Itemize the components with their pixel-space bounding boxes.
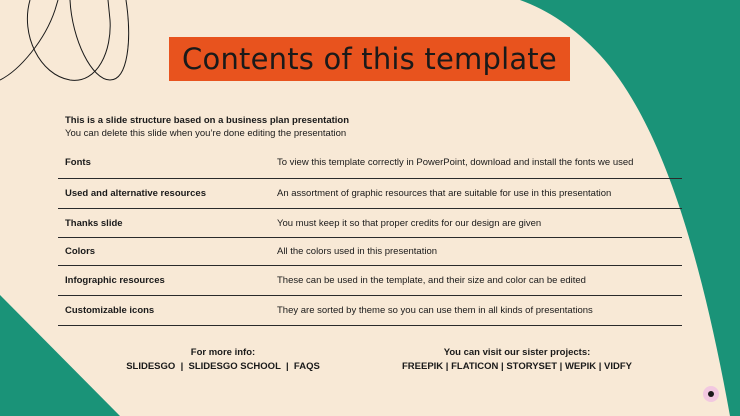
table-row bbox=[58, 238, 682, 266]
footer-right-title: You can visit our sister projects: bbox=[443, 347, 591, 358]
table-row bbox=[58, 147, 682, 179]
line-loops-decoration bbox=[0, 0, 129, 80]
row-label: Used and alternative resources bbox=[65, 188, 206, 199]
intro-line-1: This is a slide structure based on a business plan presentation bbox=[65, 115, 350, 126]
row-label: Fonts bbox=[65, 157, 91, 168]
table-row bbox=[58, 266, 682, 296]
row-label: Thanks slide bbox=[65, 217, 123, 229]
black-dot-icon bbox=[708, 391, 714, 397]
row-label: Infographic resources bbox=[65, 275, 165, 286]
title-box bbox=[169, 37, 570, 81]
row-description: An assortment of graphic resources that are suitable for use in this presentation bbox=[277, 188, 612, 199]
row-description: These can be used in the template, and their size and color can be edited bbox=[277, 275, 586, 286]
intro-text bbox=[65, 114, 665, 140]
row-description: You must keep it so that proper credits for our design are given bbox=[277, 217, 542, 229]
row-description: All the colors used in this presentation bbox=[277, 246, 438, 257]
pink-dot-icon bbox=[703, 386, 719, 402]
table-row bbox=[58, 179, 682, 209]
row-label: Colors bbox=[65, 246, 96, 257]
row-description: To view this template correctly in PowerPoint, download and install the fonts we used bbox=[277, 157, 634, 168]
row-description: They are sorted by theme so you can use them in all kinds of presentations bbox=[277, 305, 593, 316]
footer-sister-projects bbox=[392, 346, 642, 374]
table-row bbox=[58, 296, 682, 326]
footer-more-info bbox=[121, 346, 325, 374]
page-title: Contents of this template bbox=[182, 42, 557, 76]
row-label: Customizable icons bbox=[65, 305, 155, 316]
footer-left-title: For more info: bbox=[190, 347, 256, 358]
contents-table bbox=[58, 147, 682, 326]
table-row bbox=[58, 209, 682, 238]
intro-line-2: You can delete this slide when you’re done editing the presentation bbox=[65, 128, 347, 139]
footer-left-links[interactable]: SLIDESGO | SLIDESGO SCHOOL | FAQS bbox=[126, 361, 320, 372]
footer-right-links[interactable]: FREEPIK | FLATICON | STORYSET | WEPIK | VIDFY bbox=[401, 361, 633, 372]
